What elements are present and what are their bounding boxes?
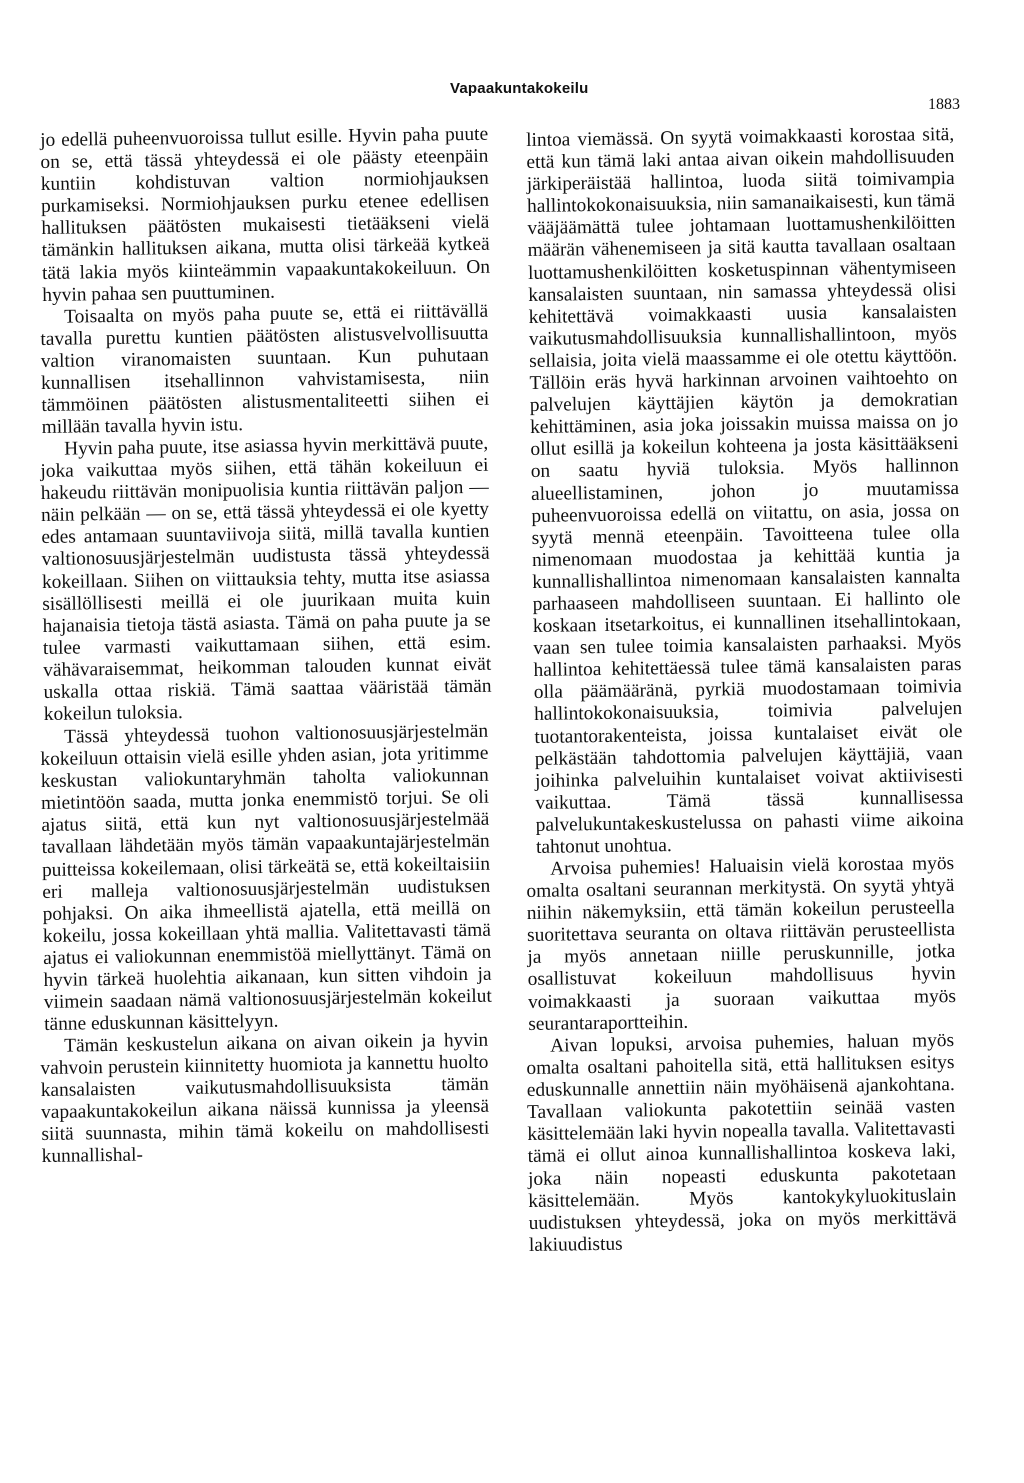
paragraph: Aivan lopuksi, arvoisa puhemies, haluan myös omalta osaltani pahoitella sitä, että hallituksen esitys eduskunnalle annettiin näin myöhäisenä ajankohtana. Tavallaan valiokunta pakotettiin seinää vasten käsittelemään laki hyvin nopealla tavalla. Valitettavasti tämä ei ollut ainoa kunnallishallintoa koskeva laki, joka näin nopeasti eduskunta pakotetaan käsittelemään. Myös kantokykyluokituslain uudistuksen yhteydessä, joka on myös merkittävä lakiuudistus: [526, 1029, 957, 1256]
page-number: 1883: [928, 96, 960, 113]
paragraph: Tässä yhteydessä tuohon valtionosuusjärjestelmän kokeiluun ottaisin vielä esille yhden asian, jota yritimme keskustan valiokuntaryhmän taholta valiokunnan mietintöön saada, mutta jonka enemmistö torjui. Se oli ajatus siitä, että kun nyt valtionosuusjärjestelmää tavallaan lähdetään myös tämän vapaakuntajärjestelmän puitteissa kokeilemaan, olisi tärkeätä se, että kokeiltaisiin eri malleja valtionosuusjärjestelmän uudistuksen pohjaksi. On aika ihmeellistä ajatella, että meillä on kokeilu, jossa kokeillaan yhtä mallia. Valitettavasti tämä ajatus ei valiokunnan enemmistöä miellyttänyt. Tämä on hyvin tärkeä huolehtia aikanaan, kun sitten vihdoin ja viimein saadaan nämä valtionosuusjärjestelmän kokeilut tänne eduskunnan käsittelyyn.: [40, 720, 492, 1035]
paragraph: lintoa viemässä. On syytä voimakkaasti korostaa sitä, että kun tämä laki antaa aivan oikein mahdollisuuden järkiperäistää hallintoa, luoda siitä toimivampia hallintokokonaisuuksia, niin samanaikaisesti, kun tämä vääjäämättä tulee johtamaan luottamushenkilöitten määrän vähenemiseen ja sitä kautta tavallaan osaltaan luottamushenkilöitten kosketuspinnan vähentymiseen kansalaisten suuntaan, nin samassa yhteydessä olisi kehitettävä voimakkaasti uusia kansalaisten vaikutusmahdollisuuksia kunnallishallintoon, myös sellaisia, joita vielä maassamme ei ole otettu käyttöön. Tällöin eräs hyvä harkinnan arvoinen vaihtoehto on palvelujen käyttäjien käytön ja demokratian kehittäminen, asia joka joissakin muissa maissa on jo ollut esillä ja kokeilun kohteena ja josta käsittääkseni on saatu hyviä tuloksia. Myös hallinnon alueellistaminen, johon jo muutamissa puheenvuoroissa edellä on viitattu, on asia, jossa on syytä mennä eteenpäin. Tavoitteena tulee olla nimenomaan muodostaa ja kehittää kuntia ja kunnallishallintoa nimenomaan kansalaisten kannalta parhaaseen mahdolliseen suuntaan. Ei hallinto ole koskaan itsetarkoitus, ei kunnallinen itsehallintokaan, vaan sen tulee toimia kansalaisten parhaaksi. Myös hallintoa kehitettäessä tulee tämä kansalaisten paras olla päämääränä, pyrkiä muodostamaan toimivia hallintokokonaisuuksia, toimivia palvelujen tuotantorakenteista, joissa kuntalaiset eivät ole pelkästään tahdottomia palvelujen käyttäjiä, vaan joihinka palveluihin kuntalaiset voivat aktiivisesti vaikuttaa. Tämä tässä kunnallisessa palvelukuntakeskustelussa on pahasti viime aikoina tahtonut unohtua.: [526, 124, 964, 858]
paragraph: Arvoisa puhemies! Haluaisin vielä korostaa myös omalta osaltani seurannan merkitystä. On syytä yhtyä niihin näkemyksiin, että tämän kokeilun perusteella suoritettava seuranta on oltava riittävän perusteellista ja myös annetaan niille peruskunnille, jotka osallistuvat kokeiluun mahdollisuus hyvin voimakkaasti ja suoraan vaikuttaa myös seurantaraportteihin.: [526, 853, 957, 1035]
left-column: [40, 123, 492, 1168]
right-column: [526, 124, 964, 1257]
running-title: Vapaakuntakokeilu: [450, 80, 589, 97]
paragraph: Hyvin paha puute, itse asiassa hyvin merkittävä puute, joka vaikuttaa myös siihen, että tähän kokeiluun ei hakeudu riittävän monipuolisia kuntia riittävän paljon — näin pelkään — on se, että tässä yhteydessä ei ole kyetty edes antamaan suuntaviivoja siitä, millä tavalla kuntien valtionosuusjärjestelmän uudistusta tässä yhteydessä kokeillaan. Siihen on viittauksia tehty, mutta itse asiassa sisällöllisesti meillä ei ole juurikaan muita kuin hajanaisia tietoja tästä asiasta. Tämä on paha puute ja se tulee varmasti vaikuttamaan siihen, että esim. vähävaraisemmat, heikomman talouden kunnat eivät uskalla ottaa riskiä. Tämä saattaa vääristää tämän kokeilun tuloksia.: [40, 433, 492, 726]
paragraph: Tämän keskustelun aikana on aivan oikein ja hyvin vahvoin perustein kiinnitetty huomiota ja kannettu huolto kansalaisten vaikutusmahdollisuuksista tämän vapaakuntakokeilun aikana näissä kunnissa ja yleensä siitä suunnasta, mihin tämä kokeilu on mahdollisesti kunnallishal-: [40, 1029, 490, 1168]
paragraph: jo edellä puheenvuoroissa tullut esille. Hyvin paha puute on se, että tässä yhteydessä ei ole päästy eteenpäin kuntiin kohdistuvan valtion normiohjauksen purkamiseksi. Normiohjauksen purku etenee edellisen hallituksen päätösten mukaisesti tietääkseni vielä tämänkin hallituksen aikana, mutta olisi tärkeää kytkeä tätä lakia myös kiinteämmin vapaakuntakokeiluun. On hyvin pahaa sen puuttuminen.: [40, 123, 491, 306]
paragraph: Toisaalta on myös paha puute se, että ei riittävällä tavalla purettu kuntien päätösten alistusvelvollisuutta valtion viranomaisten suuntaan. Kun puhutaan kunnallisen itsehallinnon vahvistamisesta, niin tämmöinen päätösten alistusmentaliteetti siihen ei millään tavalla hyvin istu.: [40, 300, 490, 439]
